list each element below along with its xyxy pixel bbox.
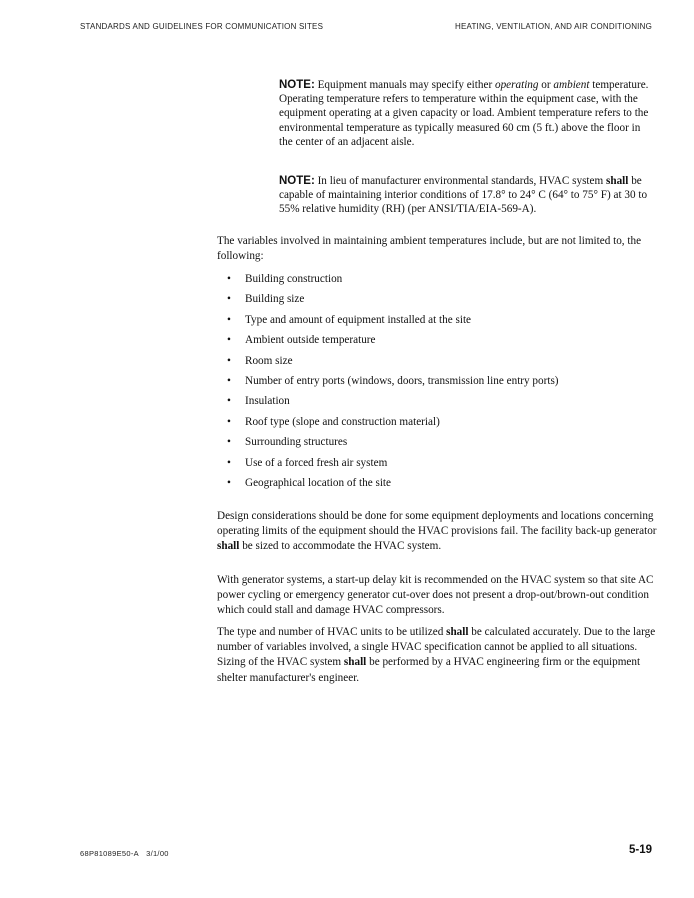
note-term-ambient: ambient <box>553 79 590 91</box>
note-text-pre: In lieu of manufacturer environmental standards, HVAC system <box>317 175 604 187</box>
note-text-pre: Equipment manuals may specify either <box>317 79 493 91</box>
list-item-text: Use of a forced fresh air system <box>245 456 388 469</box>
units-text-post: be performed by a HVAC engineering firm or the equipment shelter manufacturer's engineer. <box>217 656 641 684</box>
list-item <box>217 310 657 330</box>
variables-list <box>217 269 657 493</box>
list-item <box>217 473 657 493</box>
intro-paragraph: The variables involved in maintaining ambient temperatures include, but are not limited to, the following: <box>217 235 642 263</box>
bullet-icon: • <box>227 415 231 428</box>
list-item-text: Insulation <box>245 395 290 408</box>
list-item <box>217 412 657 432</box>
bullet-icon: • <box>227 456 231 469</box>
bullet-icon: • <box>227 436 231 449</box>
footer-date: 3/1/00 <box>146 849 169 858</box>
list-item <box>217 453 657 473</box>
note-label: NOTE: <box>279 175 315 187</box>
units-text-pre: The type and number of HVAC units to be utilized <box>217 626 444 638</box>
bullet-icon: • <box>227 395 231 408</box>
page-number: 5-19 <box>628 844 652 856</box>
list-item-text: Building construction <box>245 273 343 285</box>
design-considerations-paragraph <box>217 509 657 555</box>
list-item <box>217 351 657 371</box>
list-item <box>217 269 657 289</box>
units-shall-2: shall <box>343 656 367 669</box>
list-item <box>217 391 657 411</box>
bullet-icon: • <box>227 293 231 306</box>
bullet-icon: • <box>227 313 231 326</box>
bullet-icon: • <box>227 476 231 489</box>
list-item-text: Ambient outside temperature <box>245 334 376 347</box>
generator-paragraph: With generator systems, a start-up delay kit is recommended on the HVAC system so that site AC power cycling or emergency generator cut-over does not present a drop-out/brown-out condition which could stall and damage HVAC compressors. <box>217 574 654 617</box>
hvac-units-paragraph <box>217 625 657 686</box>
design-shall: shall <box>217 540 240 553</box>
running-header-right: HEATING, VENTILATION, AND AIR CONDITIONING <box>454 22 652 31</box>
units-shall-1: shall <box>446 626 469 638</box>
note-text-rest: temperature. Operating temperature refers to temperature within the equipment case, with the equipment operating at a given capacity or load. Ambient temperature refers to the environmental temperature as typically measured 60 cm (5 ft.) above the floor in the center of an adjacent aisle. <box>279 79 649 148</box>
note-hvac-conditions <box>279 174 655 217</box>
list-item <box>217 432 657 452</box>
list-item-text: Building size <box>245 293 305 306</box>
list-item-text: Surrounding structures <box>245 436 348 449</box>
list-item-text: Type and amount of equipment installed at the site <box>245 313 472 326</box>
list-item <box>217 371 657 391</box>
list-item-text: Room size <box>245 354 293 367</box>
running-header-left: STANDARDS AND GUIDELINES FOR COMMUNICATION SITES <box>80 22 324 31</box>
design-text-pre: Design considerations should be done for some equipment deployments and locations concerning operating limits of the equipment should the HVAC provisions fail. The facility back-up generator <box>217 510 657 538</box>
bullet-icon: • <box>227 374 231 387</box>
bullet-icon: • <box>227 273 231 285</box>
units-text-mid: be calculated accurately. Due to the large number of variables involved, a single HVAC specification cannot be applied to all situations. Sizing of the HVAC system <box>217 626 656 669</box>
list-item-text: Roof type (slope and construction material) <box>245 415 440 428</box>
bullet-icon: • <box>227 354 231 367</box>
note-shall: shall <box>606 175 629 187</box>
list-item <box>217 289 657 309</box>
footer-doc-id: 68P81089E50-A <box>80 849 139 858</box>
list-item <box>217 330 657 350</box>
note-text-rest: be capable of maintaining interior conditions of 17.8° to 24° C (64° to 75° F) at 30 to 55% relative humidity (RH) (per ANSI/TIA/EIA-569-A). <box>279 175 648 216</box>
note-text-mid: or <box>541 79 551 91</box>
note-term-operating: operating <box>494 79 539 91</box>
list-item-text: Number of entry ports (windows, doors, transmission line entry ports) <box>245 374 559 387</box>
bullet-icon: • <box>227 334 231 347</box>
note-operating-ambient <box>279 78 655 149</box>
list-item-text: Geographical location of the site <box>245 476 392 489</box>
note-label: NOTE: <box>279 79 315 91</box>
design-text-post: be sized to accommodate the HVAC system. <box>242 540 442 553</box>
footer-doc-info <box>80 849 169 858</box>
